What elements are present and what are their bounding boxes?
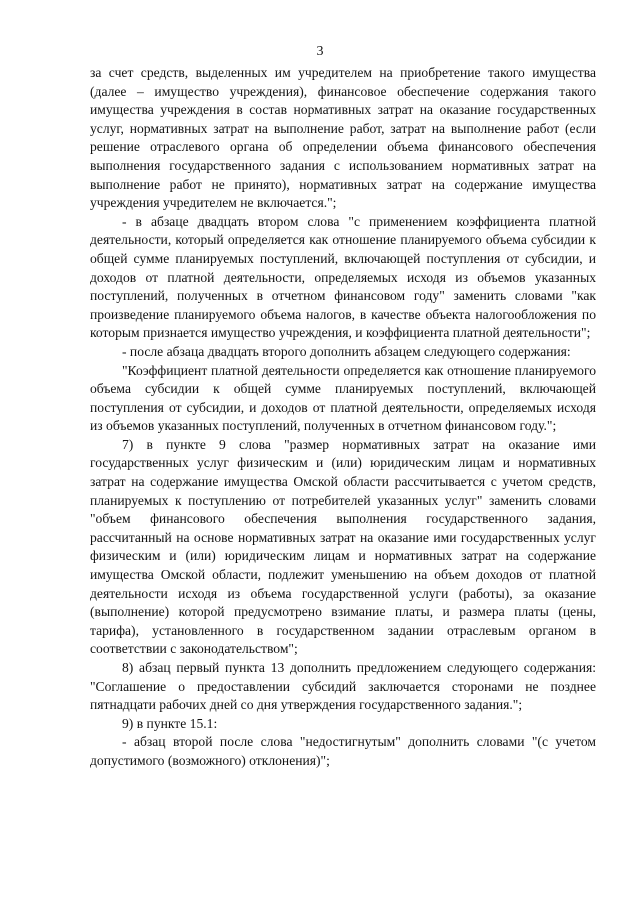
document-body bbox=[90, 64, 596, 771]
paragraph-continuation: за счет средств, выделенных им учредителем на приобретение такого имущества (далее – имущество учреждения), финансовое обеспечение содержания такого имущества учреждения в состав нормативных затрат на оказание государственных услуг, нормативных затрат на выполнение работ, затрат на выполнение работ (если решение отраслевого органа об определении объема финансового обеспечения выполнения государственного задания с использованием нормативных затрат на выполнение работ не принято), нормативных затрат на содержание имущества учреждения учредителем не включается."; bbox=[90, 65, 596, 211]
page-number: 3 bbox=[316, 44, 324, 59]
paragraph-add-abzac: - после абзаца двадцать второго дополнить абзацем следующего содержания: bbox=[122, 343, 571, 359]
paragraph-coefficient-definition: "Коэффициент платной деятельности определяется как отношение планируемого объема субсидии к общей сумме планируемых поступлений, включающей поступления от субсидии, и доходов от платной деятельности, определяемых исходя из объемов указанных поступлений, полученных в отчетном финансовом году."; bbox=[90, 362, 596, 434]
paragraph-item-9: 9) в пункте 15.1: bbox=[122, 715, 218, 731]
paragraph-item-9-subitem: - абзац второй после слова "недостигнутым" дополнить словами "(с учетом допустимого (возможного) отклонения)"; bbox=[90, 734, 596, 768]
paragraph-amend-abzac-22: - в абзаце двадцать втором слова "с применением коэффициента платной деятельности, который определяется как отношение планируемого объема субсидии к общей сумме планируемых поступлений, включающей поступления от субсидии, и доходов от платной деятельности, определяемых исходя из объемов указанных поступлений, полученных в отчетном финансовом году" заменить словами "как произведение планируемого объема налогов, в качестве объекта налогообложения по которым признается имущество учреждения, и коэффициента платной деятельности"; bbox=[90, 213, 596, 341]
paragraph-item-8: 8) абзац первый пункта 13 дополнить предложением следующего содержания: "Соглашение о предоставлении субсидий заключается сторонами не позднее пятнадцати рабочих дней со дня утверждения государственного задания."; bbox=[90, 660, 596, 713]
paragraph-item-7: 7) в пункте 9 слова "размер нормативных затрат на оказание ими государственных услуг физическим и (или) юридическим лицам и нормативных затрат на содержание имущества Омской области рассчитывается с учетом средств, планируемых к поступлению от потребителей указанных услуг" заменить словами "объем финансового обеспечения выполнения государственного задания, рассчитанный на основе нормативных затрат на оказание ими государственных услуг физическим и (или) юридическим лицам и нормативных затрат на содержание имущества Омской области, подлежит уменьшению на объем доходов от платной деятельности исходя из объема государственной услуги (работы), за оказание (выполнение) которой предусмотрено взимание платы, и размера платы (цены, тарифа), установленного в государственном задании отраслевым органом в соответствии с законодательством"; bbox=[90, 436, 596, 657]
